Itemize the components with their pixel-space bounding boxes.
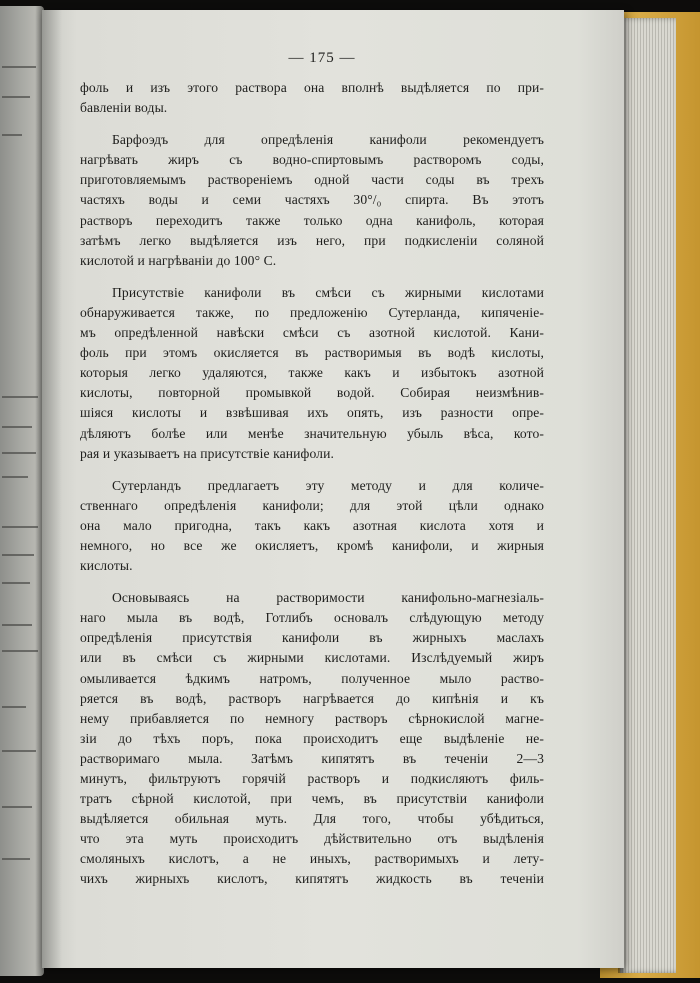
text-line: шіяся кислоты и взвѣшивая ихъ опять, изъ разности опре- [80,405,544,421]
page-stack-edge [620,18,676,973]
text-line: опредѣленія присутствія канифоли въ жирныхъ маслахъ [80,630,544,646]
text-line: Сутерландъ предлагаетъ эту методу и для количе- [112,477,544,493]
paragraph [80,476,544,576]
text-line: минутъ, фильтруютъ горячій растворъ и подкисляютъ филь- [80,771,544,786]
text-line: Основываясь на растворимости канифольно-магнезіаль- [112,590,544,606]
paragraph [80,78,544,118]
text-line: частяхъ воды и семи частяхъ 30°/₀ спирта. Въ этотъ [80,192,544,208]
text-line: фоль и изъ этого раствора она вполнѣ выдѣляется по при- [80,80,544,95]
paragraph [80,283,544,464]
text-line: мъ опредѣленной навѣски смѣси съ азотной кислотой. Кани- [80,325,544,341]
text-line: фоль при этомъ окисляется въ растворимыя въ водѣ кислоты, [80,345,544,361]
text-line: что эта муть происходитъ дѣйствительно отъ выдѣленія [80,831,544,847]
text-line: нагрѣвать жиръ съ водно-спиртовымъ растворомъ соды, [80,152,544,168]
text-line: дѣляютъ болѣе или менѣе значительную убыль вѣса, кото- [80,425,544,441]
text-line: приготовляемымъ растворенiемъ одной части соды въ трехъ [80,172,544,188]
text-line: омыливается ѣдкимъ натромъ, полученное мыло раство- [80,670,544,686]
gutter-shadow [42,10,62,968]
text-line: выдѣляется обильная муть. Для того, чтобы убѣдиться, [80,811,544,827]
text-line: кислоты. [80,558,133,574]
paragraph [80,588,544,889]
text-line: ственнаго опредѣленія канифоли; для этой цѣли однако [80,497,544,513]
text-line: немного, но все же окисляетъ, кромѣ канифоли, и жирныя [80,537,544,553]
text-line: рая и указываетъ на присутствіе канифоли. [80,445,334,461]
text-line: ряется въ водѣ, растворъ нагрѣвается до кипѣнія и къ [80,690,544,706]
text-line: тратъ сѣрной кислотой, при чемъ, въ присутствіи канифоли [80,791,544,807]
text-line: затѣмъ легко выдѣляется изъ него, при подкисленіи соляной [80,232,544,248]
text-line: Барфоэдъ для опредѣленія канифоли рекомендуетъ [112,132,544,148]
text-line: кислоты, повторной промывкой водой. Собирая неизмѣнив- [80,385,544,401]
paragraph [80,130,544,271]
text-line: нему прибавляется по немногу растворъ сѣрнокислой магне- [80,710,544,726]
text-line: которыя легко удаляются, также какъ и избытокъ азотной [80,365,544,381]
text-line: обнаруживается также, по предложенію Сутерланда, кипяченіе- [80,304,544,320]
text-line: Присутствіе канифоли въ смѣси съ жирными кислотами [112,284,544,300]
text-line: чихъ жирныхъ кислотъ, кипятятъ жидкость въ теченіи [80,871,544,887]
text-line: смоляныхъ кислотъ, а не иныхъ, растворимыхъ и лету- [80,851,544,867]
text-line: наго мыла въ водѣ, Готлибъ основалъ слѣдующую методу [80,610,544,626]
previous-page-edge [0,6,44,976]
page-text [80,38,544,902]
text-line: или въ смѣси съ жирными кислотами. Изслѣдуемый жиръ [80,650,544,666]
text-line: растворъ переходитъ также только одна канифоль, которая [80,212,544,228]
text-line: зіи до тѣхъ поръ, пока происходитъ еще выдѣленіе не- [80,730,544,746]
text-line: кислотой и нагрѣваніи до 100° С. [80,252,277,268]
page-number: — 175 — [288,50,356,66]
text-line: растворимаго мыла. Затѣмъ кипятятъ въ теченіи 2—3 [80,750,544,766]
text-line: она мало пригодна, такъ какъ азотная кислота хотя и [80,517,544,533]
paragraph-list [80,78,544,890]
text-line: бавленіи воды. [80,100,168,116]
